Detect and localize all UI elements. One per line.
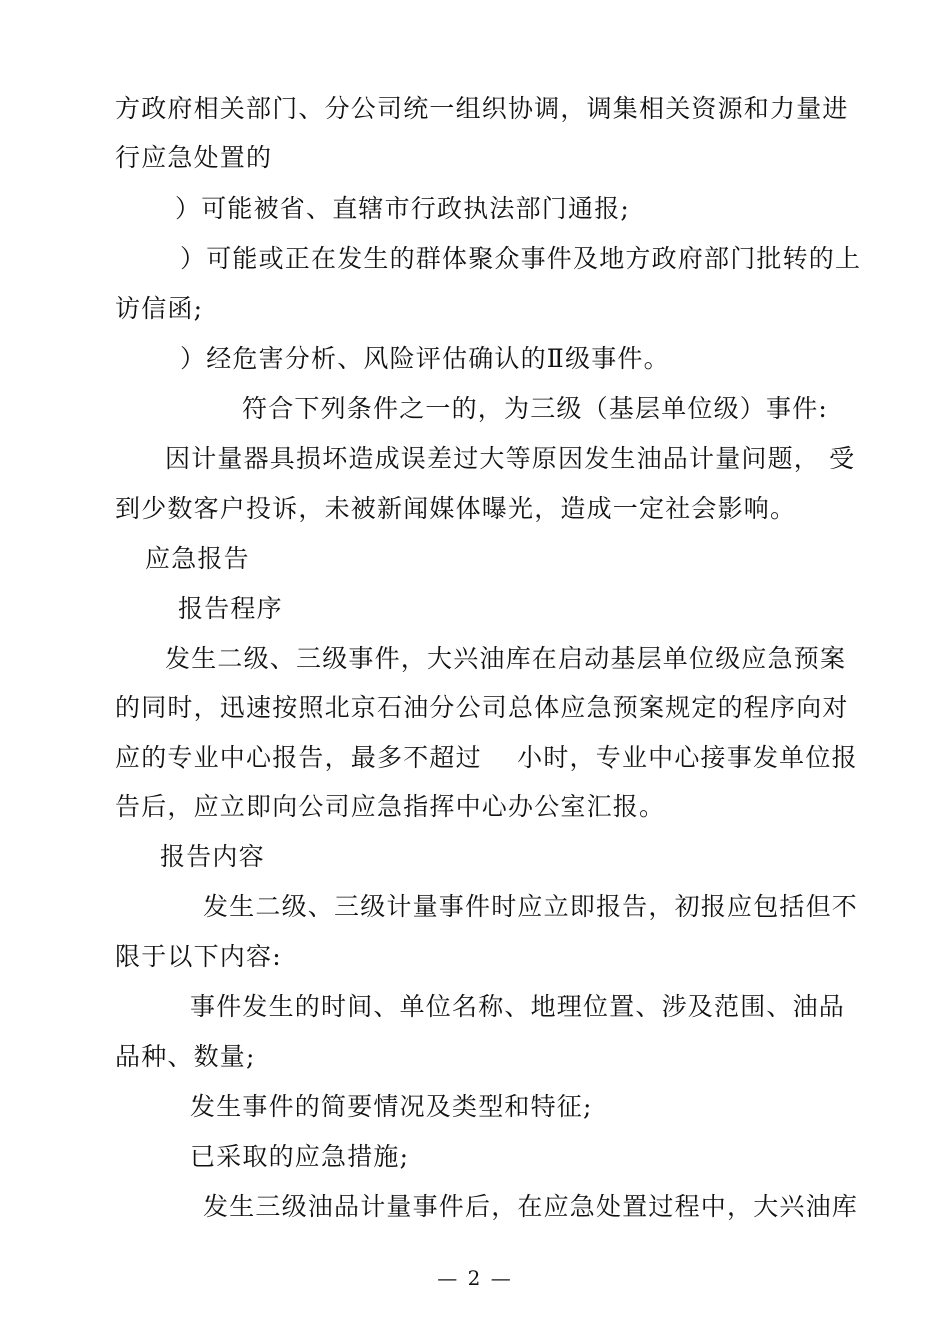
text-line: 因计量器具损坏造成误差过大等原因发生油品计量问题， 受 [165,444,856,473]
text-line: 发生事件的简要情况及类型和特征; [190,1092,593,1121]
text-line: 发生二级、三级计量事件时应立即报告，初报应包括但不 [203,892,859,921]
text-line: 符合下列条件之一的，为三级（基层单位级）事件: [242,394,829,423]
text-line: ）可能或正在发生的群体聚众事件及地方政府部门批转的上 [180,244,862,273]
text-line: 访信函; [115,294,204,323]
text-line: 品种、数量; [115,1042,256,1071]
text-line: 行应急处置的 [115,143,273,172]
text-line: 告后，应立即向公司应急指挥中心办公室汇报。 [115,792,666,821]
text-line: 发生三级油品计量事件后，在应急处置过程中，大兴油库 [203,1192,859,1221]
text-line: 方政府相关部门、分公司统一组织协调，调集相关资源和力量进 [115,94,849,123]
subsection-heading: 报告程序 [178,594,283,623]
text-line: ）经危害分析、风险评估确认的Ⅱ级事件。 [180,344,670,373]
text-line: 限于以下内容: [115,942,282,971]
page-number: — 2 — [437,1266,513,1290]
text-line: 到少数客户投诉，未被新闻媒体曝光，造成一定社会影响。 [115,494,797,523]
text-line: 事件发生的时间、单位名称、地理位置、涉及范围、油品 [190,992,846,1021]
text-line: 的同时，迅速按照北京石油分公司总体应急预案规定的程序向对 [115,693,849,722]
text-line: ）可能被省、直辖市行政执法部门通报; [175,194,631,223]
text-line: 发生二级、三级事件，大兴油库在启动基层单位级应急预案 [165,644,847,673]
subsection-heading: 报告内容 [160,842,265,871]
text-line: 应的专业中心报告，最多不超过 小时，专业中心接事发单位报 [115,743,858,772]
text-line: 已采取的应急措施; [190,1142,410,1171]
section-heading: 应急报告 [145,544,250,573]
